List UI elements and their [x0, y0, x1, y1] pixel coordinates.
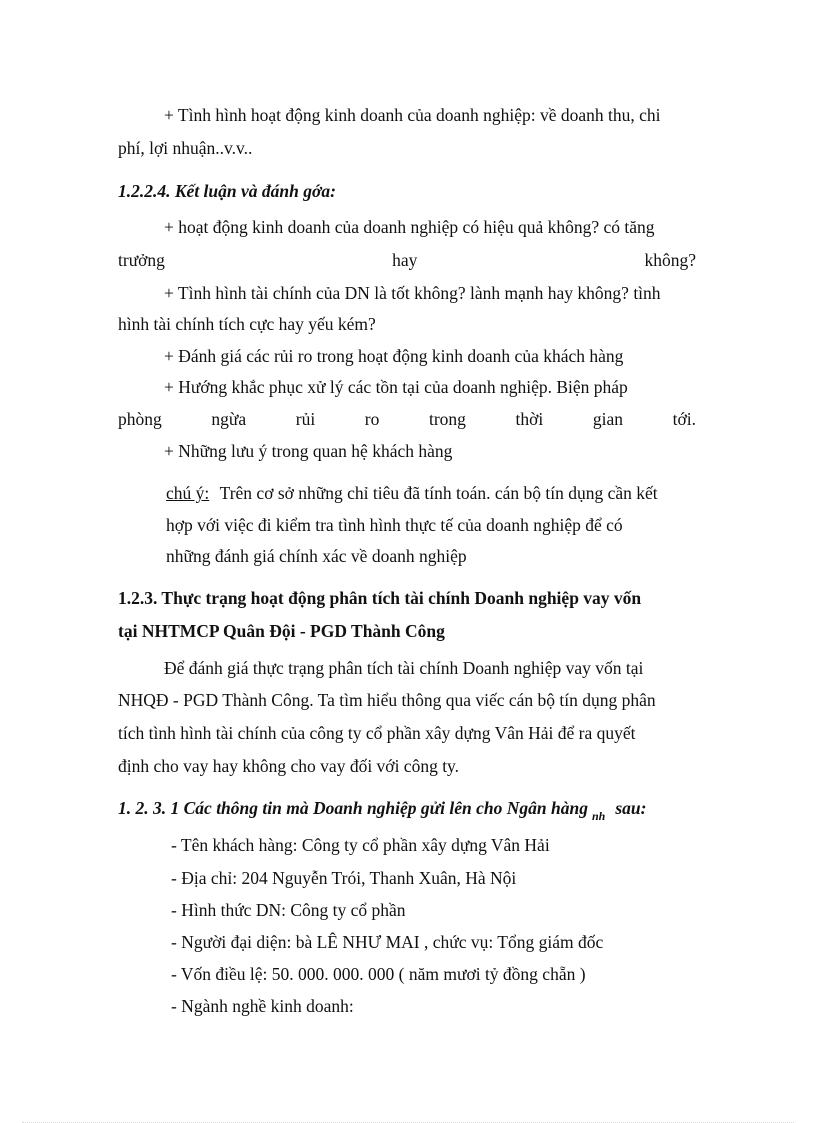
heading-text: 1. 2. 3. 1 Các thông tin mà Doanh nghiệp gửi lên cho Ngân hàng	[118, 798, 588, 818]
bullet-line: + Hướng khắc phục xử lý các tồn tại của doanh nghiệp. Biện pháp	[164, 377, 628, 397]
bullet-line-justified: trưởng hay không?	[118, 250, 696, 270]
list-item: - Vốn điều lệ: 50. 000. 000. 000 ( năm mươi tỷ đồng chẵn )	[171, 964, 586, 984]
note-line: những đánh giá chính xác về doanh nghiệp	[166, 546, 467, 566]
heading-sub-fragment: nh	[591, 809, 606, 823]
section-heading-1-2-3: 1.2.3. Thực trạng hoạt động phân tích tài chính Doanh nghiệp vay vốn	[118, 588, 642, 608]
section-heading-1-2-3: tại NHTMCP Quân Đội - PGD Thành Công	[118, 621, 445, 641]
note-line: hợp với việc đi kiểm tra tình hình thực tế của doanh nghiệp để có	[166, 515, 623, 535]
list-item: - Tên khách hàng: Công ty cổ phần xây dựng Vân Hải	[171, 835, 550, 855]
bullet-line: + hoạt động kinh doanh của doanh nghiệp có hiệu quả không? có tăng	[164, 217, 655, 237]
bullet-line: + Đánh giá các rủi ro trong hoạt động kinh doanh của khách hàng	[164, 346, 624, 366]
list-item: - Hình thức DN: Công ty cổ phần	[171, 900, 406, 920]
note-label: chú ý:	[166, 483, 210, 503]
note-line	[166, 482, 658, 504]
list-item: - Người đại diện: bà LÊ NHƯ MAI , chức vụ: Tổng giám đốc	[171, 932, 604, 952]
note-text: Trên cơ sở những chỉ tiêu đã tính toán. cán bộ tín dụng cần kết	[219, 483, 658, 503]
bullet-line-justified: phòng ngừa rủi ro trong thời gian tới.	[118, 409, 696, 429]
paragraph-line: + Tình hình hoạt động kinh doanh của doanh nghiệp: về doanh thu, chi	[164, 105, 661, 125]
section-heading-1-2-3-1	[118, 797, 646, 827]
paragraph-line: tích tình hình tài chính của công ty cổ phần xây dựng Vân Hải để ra quyết	[118, 723, 636, 743]
heading-text-end: sau:	[615, 798, 647, 818]
paragraph-line: Để đánh giá thực trạng phân tích tài chính Doanh nghiệp vay vốn tại	[164, 658, 644, 678]
list-item: - Địa chỉ: 204 Nguyễn Trói, Thanh Xuân, Hà Nội	[171, 868, 517, 888]
bullet-line: hình tài chính tích cực hay yếu kém?	[118, 314, 376, 334]
paragraph-line: phí, lợi nhuận..v.v..	[118, 138, 253, 158]
paragraph-line: NHQĐ - PGD Thành Công. Ta tìm hiểu thông qua viếc cán bộ tín dụng phân	[118, 690, 656, 710]
list-item: - Ngành nghề kinh doanh:	[171, 996, 354, 1016]
section-heading-1-2-2-4: 1.2.2.4. Kết luận và đánh gớa:	[118, 181, 336, 201]
paragraph-line: định cho vay hay không cho vay đối với công ty.	[118, 756, 460, 776]
bullet-line: + Những lưu ý trong quan hệ khách hàng	[164, 441, 453, 461]
bullet-line: + Tình hình tài chính của DN là tốt không? lành mạnh hay không? tình	[164, 283, 661, 303]
